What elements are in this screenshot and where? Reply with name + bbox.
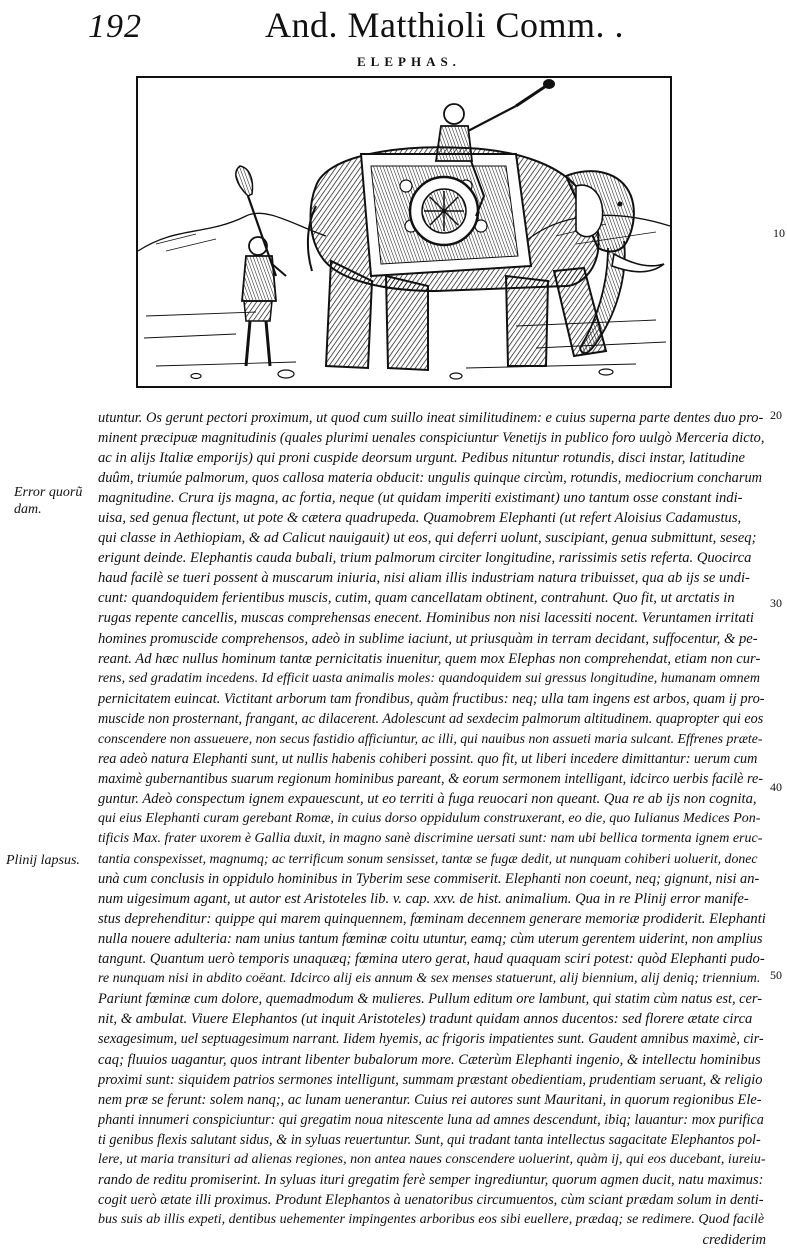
text-line: rugas repente cancellis, muscas comprehensas enecent. Hominibus non nisi lacessiti nocent. Veruntamen irritati bbox=[98, 610, 754, 627]
text-line: cogit uerò ætate illi proximus. Produnt Elephantos à uenatoribus circumuentos, cùm sciant prædam solum in denti- bbox=[98, 1191, 764, 1208]
text-line: uisa, sed genua flectunt, ut pote & cætera quadrupeda. Quamobrem Elephanti (ut refert Aloisius Cadamustus, bbox=[98, 510, 742, 527]
elephant-woodcut-illustration bbox=[136, 76, 672, 388]
line-number-30: 30 bbox=[770, 596, 782, 610]
text-line: magnitudine. Crura ijs magna, ac fortia, neque (ut quidam imperiti existimant) uno tantum osse constant indi- bbox=[98, 490, 743, 507]
text-line: rando de reditu promiserint. In syluas ituri gregatim ferè semper ingrediuntur, quorum agmen ducit, natu maximus: bbox=[98, 1171, 764, 1188]
text-line: haud facilè se tueri possent à muscarum iniuria, nisi aliam illis industriam natura tribuisset, qua ab ijs se undi- bbox=[98, 570, 750, 587]
text-line: tantia conspexisset, magnumq; ac terrificum sonum sensisset, tantæ se fugæ dedit, ut nunquam cohiberi uoluerit, donec bbox=[98, 851, 758, 867]
text-line: nulla nouere adulteria: nam unius tantum fœminæ coitu utuntur, eamq; cùm uterum gerentem uiderint, non amplius bbox=[98, 931, 763, 948]
text-line: tificis Max. frater uxorem è Gallia duxit, in magno sanè discrimine uersati sunt: nam ubi bellica tormenta ignem eruc- bbox=[98, 830, 763, 846]
line-number-40: 40 bbox=[770, 780, 782, 794]
text-line: erigunt deinde. Elephantis cauda bubali, trium palmorum circiter longitudine, rarissimis setis referta. Quocirca bbox=[98, 550, 752, 567]
text-line: conscendere non assueuere, non secus fastidio afficiuntur, ac illi, qui nauibus non assueti maria sulcant. Effrenes præte- bbox=[98, 730, 763, 746]
text-line: pernicitatem euincat. Victitant arborum tam frondibus, quàm fructibus: neq; ulla tam ingens est arbos, quam ij pro- bbox=[98, 690, 765, 707]
running-head: And. Matthioli Comm. . bbox=[265, 5, 625, 45]
line-number-10: 10 bbox=[773, 226, 785, 240]
line-number-50: 50 bbox=[770, 968, 782, 982]
text-line: duûm, triumúe palmorum, quos callosa materia obducit: ungulis quinque circùm, rotundis, mediocrium concharum bbox=[98, 470, 763, 487]
text-line: rea adeò natura Elephanti sunt, ut nullis habenis cohiberi possint. quo fit, ut liberi incedere dimittantur: uerum cum bbox=[98, 750, 758, 767]
text-line-catchword: crediderim bbox=[702, 1231, 766, 1248]
text-line: muscide non prosternant, frangant, ac dilacerent. Adolescunt ad sexdecim palmorum altitudinem. quapropter qui eos bbox=[98, 710, 764, 727]
text-line: lere, ut maria transituri ad alienas regiones, non antea naues conscendere uoluerint, quàm ij, qui eos ducebant, iureiu- bbox=[98, 1151, 766, 1167]
text-line: re nunquam nisi in abdito coëant. Idcirco alij eis annum & sex menses statuerunt, alij biennium, alij deniq; triennium. bbox=[98, 971, 761, 987]
page-number: 192 bbox=[88, 8, 142, 45]
text-line: utuntur. Os gerunt pectori proximum, ut quod cum suillo ineat similitudinem: e cuius superna parte dentes duo pro- bbox=[98, 410, 764, 426]
text-line: maximè gubernantibus suarum regionum hominibus pareant, & eorum sermonem intelligant, idcirco uerbis facilè re- bbox=[98, 770, 764, 787]
text-line: num uigesimum agant, ut autor est Aristoteles lib. v. cap. xxv. de hist. animalium. Qua in re Plinij error manife- bbox=[98, 891, 749, 908]
text-line: ti genibus flexis salutant sidus, & in syluas reuertuntur. Sunt, qui tradant tanta intellectus sagacitate Elephantos pol- bbox=[98, 1131, 761, 1148]
text-line: qui eius Elephanti curam gerebant Romæ, in cuius dorso oppidulum construxerant, eo die, quo Iulianus Medices Pon- bbox=[98, 810, 761, 826]
text-line: Pariunt fœminæ cum dolore, quemadmodum & mulieres. Pullum editum ore lambunt, qui statim cùm natus est, cer- bbox=[98, 991, 763, 1008]
text-line: unà cum conclusis in oppidulo hominibus in Tyberim sese commiserit. Elephanti non coeunt, neq; gignunt, nisi an- bbox=[98, 871, 760, 888]
margin-note-error: Error quorũ dam. bbox=[14, 485, 83, 517]
line-number-20: 20 bbox=[770, 408, 782, 422]
text-line: sexagesimum, uel septuagesimum narrant. Iidem hyemis, ac frigoris impatientes sunt. Gaudent amnibus maximè, cir- bbox=[98, 1031, 764, 1048]
text-line: ac in alijs Italiæ emporijs) qui proni cuspide deorsum urgunt. Pedibus nituntur rotundis, disci instar, latitudine bbox=[98, 450, 745, 467]
text-line: cunt: quandoquidem ferientibus muscis, cutim, quam cancellatam obtinent, contrahunt. Quo fit, ut arctatis in bbox=[98, 590, 735, 607]
text-line: nit, & ambulat. Viuere Elephantos (ut inquit Aristoteles) tradunt quidam annos ducentos: sed florere ætate circa bbox=[98, 1011, 753, 1028]
text-line: stus deprehenditur: quippe qui marem quinquennem, fœminam decennem generare memoriæ prodiderit. Elephanti bbox=[98, 911, 766, 928]
text-line: nem præ se ferunt: solem nanq;, ac lunam uenerantur. Cuius rei autores sunt Mauritani, in quorum regionibus Ele- bbox=[98, 1091, 762, 1108]
text-line: qui classe in Aethiopiam, & ad Calicut nauigauit) ut eos, qui deferri uolunt, suscipiant, genua submittunt, seseq; bbox=[98, 530, 757, 547]
text-line: rens, sed gradatim incedens. Id efficit uasta animalis moles: quandoquidem sui gressus longitudine, humanam omnem bbox=[98, 670, 760, 686]
text-line: phanti innumeri conspiciuntur: qui gregatim noua nitescente luna ad amnes descendunt, ibiq; lauantur: mox purifica bbox=[98, 1111, 764, 1128]
text-line: bus suis ab illis expeti, dentibus uehementer impingentes arboribus eos sibi euellere, prædaq; se redimere. Quod facilè bbox=[98, 1211, 765, 1227]
text-line: minent præcipuæ magnitudinis (quales plurimi uenales conspiciuntur Venetijs in publico foro uulgò Merceria dicto, bbox=[98, 430, 765, 447]
text-line: homines promuscide comprehensos, adeò in sublime iaciunt, ut priusquàm in terram decidant, suffocentur, & pe- bbox=[98, 630, 758, 647]
commentary-body-text bbox=[98, 408, 766, 1250]
text-line: caq; fluuios uagantur, quos intrant libenter bubalorum more. Cæterùm Elephanti ingenio, & intellectu hominibus bbox=[98, 1051, 761, 1068]
text-line: guntur. Adeò conspectum ignem expauescunt, ut eo territi à fuga reuocari non queant. Qua re ab ijs non cognita, bbox=[98, 790, 757, 807]
section-title: ELEPHAS. bbox=[357, 54, 461, 69]
text-line: proximi sunt: siquidem patrios sermones intelligunt, summam præstant obedientiam, prudentiam seruant, & religio bbox=[98, 1071, 763, 1088]
text-line: reant. Ad hæc nullus hominum tantæ pernicitatis inuenitur, quem mox Elephas non comprehendat, etiam non cur- bbox=[98, 650, 761, 667]
text-line: tangunt. Quantum uerò temporis unaquæq; fœmina utero gerat, haud quaquam sciri potest: quòd Elephanti pudo- bbox=[98, 951, 765, 968]
margin-note-plinij: Plinij lapsus. bbox=[6, 853, 80, 868]
